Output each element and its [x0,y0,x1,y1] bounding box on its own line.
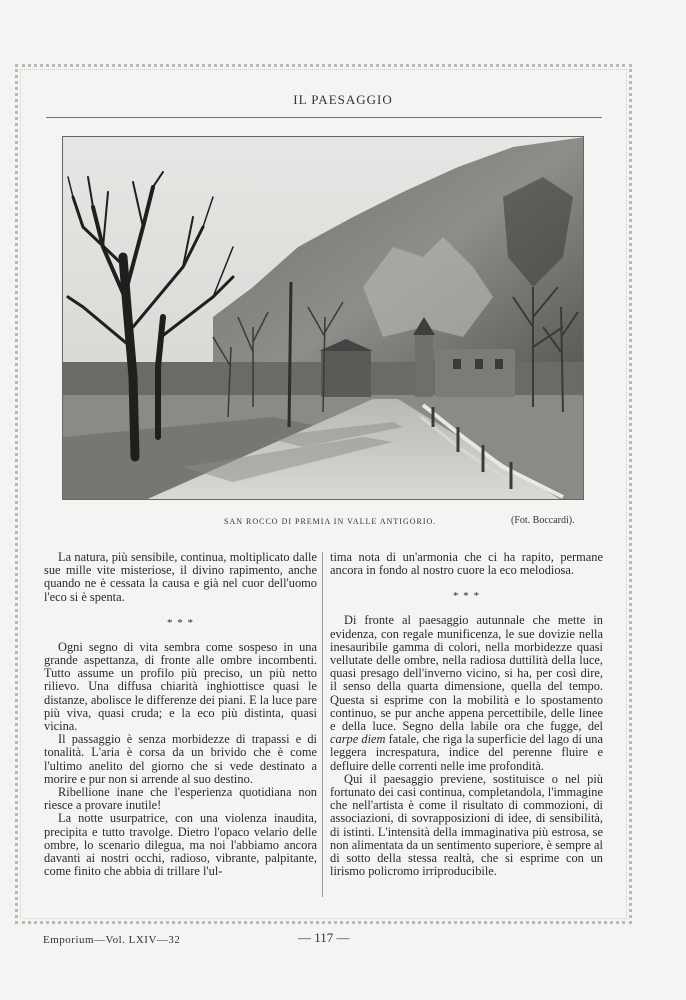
column-divider [322,552,323,897]
paragraph: Ogni segno di vita sembra come sospeso in una grande aspettanza, di fronte alle ombre incombenti. Tutto assume un profilo più preciso, un più netto rilievo. Una diffusa chiarità inghiottisce quasi le distanze, abolisce le differenze dei piani. E la luce pare più viva, quasi cruda; e la eco più distinta, quasi vicina. [44,639,317,734]
paragraph: Qui il paesaggio previene, sostituisce o nel più fortunato dei casi continua, completandola, l'immagine che nell'artista è come il risultato di commozioni, di associazioni, di sovrapposizioni di idee, di sensibilità, di istinti. L'intensità della immaginativa più estrosa, se non alimentata da un sentimento superiore, è sempre al di sotto della stessa realtà, che si esprime con un lirismo policromo irriproducibile. [330,771,603,879]
section-stars: * * * [167,616,194,629]
paragraph: La notte usurpatrice, con una violenza inaudita, precipita e tutto travolge. Dietro l'opaco velario delle ombre, lo scenario dilegua, ma noi l'abbiamo ancora davanti ai nostri occhi, radioso, vibrante, palpitante, come finito che abbia di trillare l'ul- [44,811,317,879]
paragraph [330,614,603,772]
header-rule [46,117,602,118]
landscape-photo-illustration [63,137,584,500]
column-right [330,551,603,878]
italic-phrase: carpe diem [330,732,386,747]
column-left [44,551,317,878]
journal-footer: Emporium—Vol. LXIV—32 [43,934,181,946]
figure-credit: (Fot. Boccardi). [511,515,575,526]
running-header: IL PAESAGGIO [293,92,393,107]
page-number: — 117 — [298,930,350,945]
paragraph: Ribellione inane che l'esperienza quotidiana non riesce a provare inutile! [44,785,317,813]
landscape-photograph [62,136,584,500]
paragraph: Il passaggio è senza morbidezze di trapassi e di tonalità. L'aria è corsa da un brivido che è come l'ultimo anelito del giorno che si vede destinato a morire e pur non si arrende al suo destino. [44,732,317,786]
paragraph: tima nota di un'armonia che ci ha rapito, permane ancora in fondo al nostro cuore la eco melodiosa. [330,550,603,578]
paragraph-text: fatale, che riga la superficie del lago di una leggera increspatura, indice del perenne fluire e defluire delle correnti nelle ime profondità. [330,732,603,773]
figure-caption: SAN ROCCO DI PREMIA IN VALLE ANTIGORIO. [224,517,437,526]
paragraph-text: Di fronte al paesaggio autunnale che mette in evidenza, con regale munificenza, le sue dovizie nella inesauribile gamma di colori, nella morbidezze quasi vellutate delle ombre, nella radiosa duttilità della luce, quasi presago dell'inverno vicino, si ha, per così dire, il senso della quarta dimensione, quella del tempo. Questa si esprime con la mobilità e lo spostamento continuo, se pur anche appena percettibile, delle linee e della luce. Segno della labile ora che fugge, del [330,613,603,734]
section-stars: * * * [453,590,480,603]
paragraph: La natura, più sensibile, continua, moltiplicato dalle sue mille vite misteriose, il divino rapimento, anche quando ne è cessata la causa e già nel cuor dell'uomo l'eco si è spenta. [44,550,317,604]
